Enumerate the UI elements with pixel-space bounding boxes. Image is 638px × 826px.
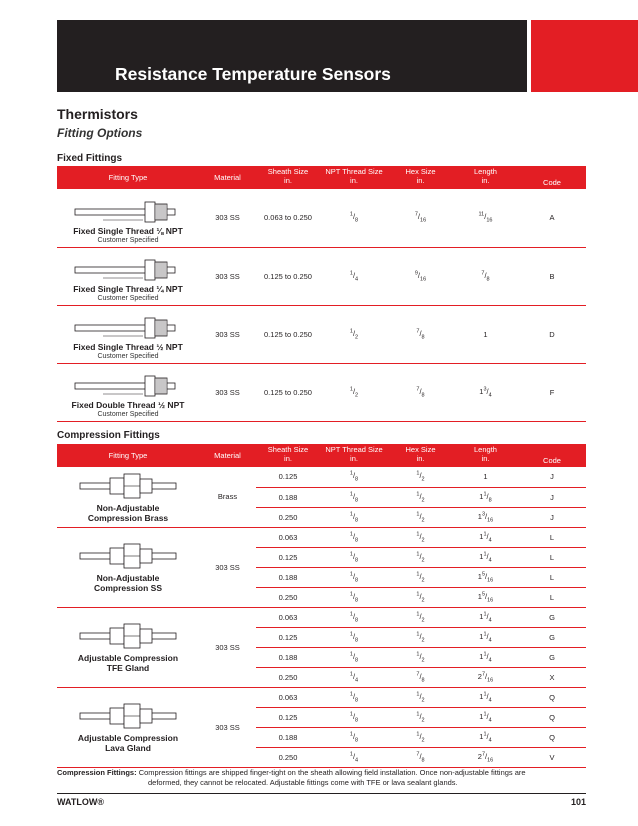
sheath-cell: 0.125 [256, 707, 320, 727]
npt-cell: $^1/_8$ [320, 567, 388, 587]
length-cell: 1 [453, 305, 518, 363]
fitting-name: Non-Adjustable [96, 573, 160, 583]
sheath-cell: 0.063 [256, 687, 320, 707]
compression-fittings-label: Compression Fittings [57, 430, 160, 441]
col-material: Material [214, 451, 241, 460]
fitting-name: Fixed Single Thread ¼ NPT [73, 283, 183, 294]
npt-cell: $^1/_4$ [320, 667, 388, 687]
material-cell: 303 SS [199, 189, 256, 247]
fitting-cell [57, 305, 199, 363]
hex-cell: $^1/_2$ [388, 547, 453, 567]
length-cell: $1^1/_4$ [453, 687, 518, 707]
title-banner [57, 20, 527, 92]
code-cell: D [518, 305, 586, 363]
col-hex: Hex Size in. [405, 445, 436, 463]
footer-brand: WATLOW® [57, 797, 104, 807]
fitting-name-line-2: TFE Gland [106, 663, 150, 673]
col-length: Length in. [474, 445, 497, 463]
material-cell: 303 SS [199, 687, 256, 767]
fitting-drawing-icon [78, 471, 178, 501]
length-cell: $1^5/_{16}$ [453, 567, 518, 587]
length-cell: $1^1/_4$ [453, 607, 518, 627]
col-hex: Hex Size in. [405, 167, 436, 185]
footnote-text-2: deformed, they cannot be relocated. Adjustable fittings come with TFE or lava sealant glands. [148, 778, 458, 787]
fitting-drawing-icon [73, 200, 183, 224]
hex-cell: $^1/_2$ [388, 507, 453, 527]
length-cell: $2^7/_{16}$ [453, 747, 518, 767]
code-cell: J [518, 467, 586, 487]
sheath-cell: 0.250 [256, 667, 320, 687]
length-cell: $1^3/_4$ [453, 363, 518, 421]
hex-cell: $^7/_8$ [388, 305, 453, 363]
sheath-cell: 0.063 [256, 527, 320, 547]
length-cell: $1^1/_4$ [453, 647, 518, 667]
red-corner-block [531, 20, 638, 92]
section-subtitle: Fitting Options [57, 126, 143, 140]
sheath-cell: 0.125 [256, 627, 320, 647]
col-npt: NPT Thread Size in. [325, 167, 383, 185]
sheath-cell: 0.125 to 0.250 [256, 305, 320, 363]
material-cell: 303 SS [199, 607, 256, 687]
length-cell: $1^3/_{16}$ [453, 507, 518, 527]
length-cell: $1^1/_4$ [453, 707, 518, 727]
table-row [57, 607, 586, 627]
fitting-name: Non-Adjustable [96, 502, 160, 513]
code-cell: X [518, 667, 586, 687]
fitting-name: Adjustable Compression [77, 733, 179, 743]
npt-cell: $^1/_4$ [320, 247, 388, 305]
code-cell: L [518, 587, 586, 607]
fitting-cell [57, 527, 199, 607]
table-row [57, 687, 586, 707]
fitting-name: Adjustable Compression [77, 653, 179, 663]
fitting-cell [57, 607, 199, 687]
length-cell: $1^1/_4$ [453, 627, 518, 647]
table-header [57, 166, 586, 189]
sheath-cell: 0.125 [256, 467, 320, 487]
npt-cell: $^1/_8$ [320, 189, 388, 247]
sheath-cell: 0.063 to 0.250 [256, 189, 320, 247]
length-cell: $2^7/_{16}$ [453, 667, 518, 687]
code-cell: A [518, 189, 586, 247]
fitting-drawing-icon [73, 316, 183, 340]
length-cell: $^7/_8$ [453, 247, 518, 305]
hex-cell: $^9/_{16}$ [388, 247, 453, 305]
code-cell: V [518, 747, 586, 767]
fitting-subtitle: Customer Specified [97, 294, 159, 302]
fitting-cell [57, 189, 199, 247]
fitting-subtitle: Customer Specified [97, 236, 159, 244]
length-cell: $1^1/_4$ [453, 727, 518, 747]
col-npt: NPT Thread Size in. [325, 445, 383, 463]
code-cell: J [518, 507, 586, 527]
npt-cell: $^1/_8$ [320, 627, 388, 647]
page-title: Resistance Temperature Sensors [115, 64, 391, 84]
sheath-cell: 0.188 [256, 487, 320, 507]
sheath-cell: 0.250 [256, 507, 320, 527]
npt-cell: $^1/_8$ [320, 687, 388, 707]
table-header [57, 444, 586, 467]
fitting-drawing-icon [78, 621, 178, 651]
npt-cell: $^1/_8$ [320, 727, 388, 747]
sheath-cell: 0.063 [256, 607, 320, 627]
npt-cell: $^1/_8$ [320, 607, 388, 627]
length-cell: $1^5/_{16}$ [453, 587, 518, 607]
material-cell: Brass [199, 467, 256, 527]
hex-cell: $^1/_2$ [388, 727, 453, 747]
code-cell: L [518, 547, 586, 567]
fitting-subtitle: Customer Specified [97, 410, 159, 418]
sheath-cell: 0.250 [256, 587, 320, 607]
sheath-cell: 0.188 [256, 727, 320, 747]
fitting-name-line-2: Lava Gland [105, 743, 151, 753]
hex-cell: $^1/_2$ [388, 607, 453, 627]
code-cell: B [518, 247, 586, 305]
footnote [57, 768, 587, 788]
length-cell: $1^1/_8$ [453, 487, 518, 507]
npt-cell: $^1/_8$ [320, 547, 388, 567]
table-row [57, 527, 586, 547]
hex-cell: $^7/_8$ [388, 363, 453, 421]
table-row [57, 305, 586, 363]
col-material: Material [214, 173, 241, 182]
footnote-label: Compression Fittings: [57, 768, 137, 777]
fitting-cell [57, 467, 199, 527]
code-cell: Q [518, 707, 586, 727]
material-cell: 303 SS [199, 247, 256, 305]
npt-cell: $^1/_8$ [320, 587, 388, 607]
hex-cell: $^1/_2$ [388, 707, 453, 727]
hex-cell: $^1/_2$ [388, 527, 453, 547]
fitting-name-line-2: Compression Brass [87, 512, 169, 523]
fixed-fittings-label: Fixed Fittings [57, 153, 122, 164]
hex-cell: $^7/_{16}$ [388, 189, 453, 247]
table-row [57, 467, 586, 487]
npt-cell: $^1/_8$ [320, 707, 388, 727]
sheath-cell: 0.250 [256, 747, 320, 767]
npt-cell: $^1/_8$ [320, 467, 388, 487]
hex-cell: $^7/_8$ [388, 667, 453, 687]
sheath-cell: 0.125 to 0.250 [256, 363, 320, 421]
fitting-name: Fixed Single Thread ⅛ NPT [73, 225, 183, 236]
sheath-cell: 0.125 [256, 547, 320, 567]
col-code: Code [543, 456, 561, 465]
sheath-cell: 0.188 [256, 647, 320, 667]
sheath-cell: 0.188 [256, 567, 320, 587]
col-code: Code [543, 178, 561, 187]
npt-cell: $^1/_2$ [320, 305, 388, 363]
fixed-fittings-table [57, 166, 586, 422]
length-cell: $1^1/_4$ [453, 547, 518, 567]
footer-rule [57, 793, 586, 794]
fitting-name: Fixed Double Thread ½ NPT [71, 399, 185, 410]
material-cell: 303 SS [199, 305, 256, 363]
material-cell: 303 SS [199, 363, 256, 421]
col-fitting-type: Fitting Type [108, 173, 148, 182]
code-cell: J [518, 487, 586, 507]
hex-cell: $^7/_8$ [388, 747, 453, 767]
hex-cell: $^1/_2$ [388, 627, 453, 647]
length-cell: 1 [453, 467, 518, 487]
code-cell: G [518, 627, 586, 647]
npt-cell: $^1/_8$ [320, 527, 388, 547]
footnote-text-1: Compression fittings are shipped finger-tight on the sheath allowing field installation. Once non-adjustable fittings are [138, 768, 526, 777]
code-cell: F [518, 363, 586, 421]
sheath-cell: 0.125 to 0.250 [256, 247, 320, 305]
table-row [57, 189, 586, 247]
section-title: Thermistors [57, 106, 138, 122]
code-cell: L [518, 527, 586, 547]
page-number: 101 [570, 797, 586, 807]
code-cell: G [518, 647, 586, 667]
length-cell: $^{11}/_{16}$ [453, 189, 518, 247]
hex-cell: $^1/_2$ [388, 687, 453, 707]
table-row [57, 247, 586, 305]
table-row [57, 363, 586, 421]
npt-cell: $^1/_2$ [320, 363, 388, 421]
fitting-name-line-2: Compression SS [93, 583, 163, 593]
fitting-cell [57, 247, 199, 305]
hex-cell: $^1/_2$ [388, 567, 453, 587]
fitting-drawing-icon [73, 374, 183, 398]
compression-fittings-table [57, 444, 586, 768]
hex-cell: $^1/_2$ [388, 647, 453, 667]
code-cell: L [518, 567, 586, 587]
hex-cell: $^1/_2$ [388, 467, 453, 487]
npt-cell: $^1/_4$ [320, 747, 388, 767]
col-length: Length in. [474, 167, 497, 185]
fitting-drawing-icon [73, 258, 183, 282]
npt-cell: $^1/_8$ [320, 507, 388, 527]
code-cell: Q [518, 687, 586, 707]
fitting-drawing-icon [78, 541, 178, 571]
fitting-drawing-icon [78, 701, 178, 731]
npt-cell: $^1/_8$ [320, 647, 388, 667]
col-fitting-type: Fitting Type [108, 451, 148, 460]
fitting-cell [57, 687, 199, 767]
material-cell: 303 SS [199, 527, 256, 607]
hex-cell: $^1/_2$ [388, 487, 453, 507]
code-cell: Q [518, 727, 586, 747]
length-cell: $1^1/_4$ [453, 527, 518, 547]
code-cell: G [518, 607, 586, 627]
col-sheath: Sheath Size in. [267, 445, 309, 463]
hex-cell: $^1/_2$ [388, 587, 453, 607]
fitting-cell [57, 363, 199, 421]
npt-cell: $^1/_8$ [320, 487, 388, 507]
col-sheath: Sheath Size in. [267, 167, 309, 185]
fitting-subtitle: Customer Specified [97, 352, 159, 360]
fitting-name: Fixed Single Thread ½ NPT [73, 341, 183, 352]
